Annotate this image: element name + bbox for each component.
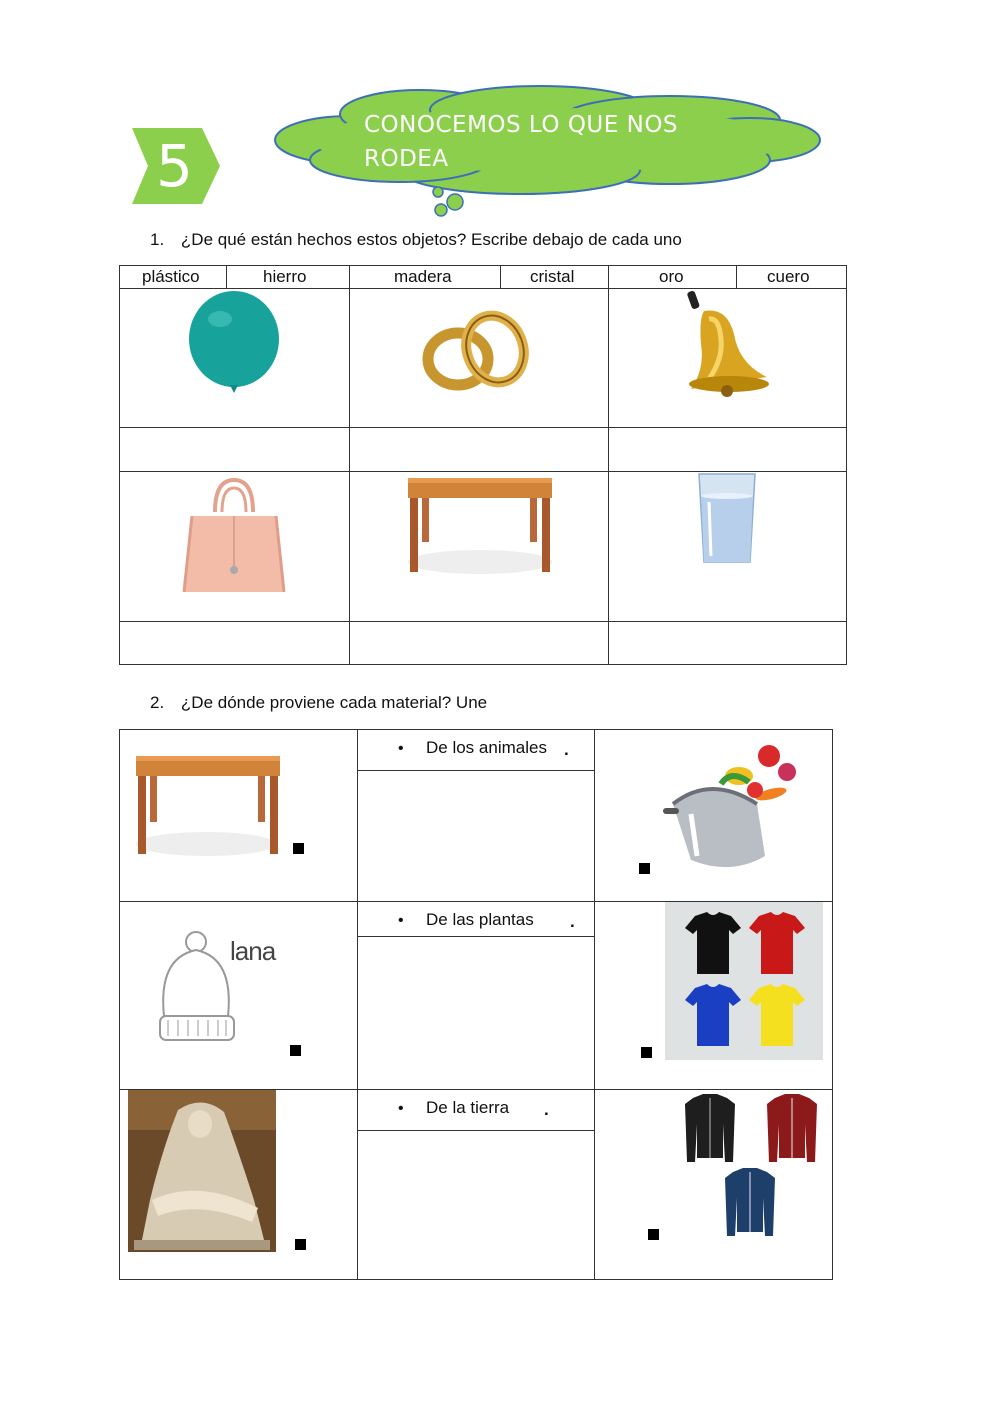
match-point-wool[interactable]	[290, 1045, 301, 1056]
word-cristal: cristal	[530, 267, 575, 286]
word-plastico: plástico	[142, 267, 200, 286]
match-point-pot[interactable]	[639, 863, 650, 874]
source-earth-label: De la tierra	[426, 1098, 510, 1117]
glass-icon	[609, 472, 846, 616]
source-animals: • De los animales .	[358, 730, 594, 771]
question-1	[150, 230, 682, 250]
page-title	[364, 108, 678, 176]
wool-label: lana	[230, 936, 276, 966]
materials-table	[119, 265, 847, 665]
source-plants-label: De las plantas	[426, 910, 534, 929]
word-oro: oro	[659, 267, 684, 286]
question-2	[150, 693, 487, 713]
table-icon	[350, 472, 608, 616]
match-point-sculpture[interactable]	[295, 1239, 306, 1250]
cooking-pot-icon	[661, 734, 801, 879]
question-2-text: ¿De dónde proviene cada material? Une	[180, 693, 488, 712]
pieta-sculpture-icon	[128, 1090, 276, 1252]
leather-jackets-icon	[677, 1094, 817, 1244]
handbag-icon	[120, 472, 349, 616]
word-madera: madera	[394, 267, 452, 286]
wool-hat-icon	[152, 928, 242, 1050]
bell-icon	[609, 289, 846, 422]
question-1-number: 1.	[150, 230, 165, 249]
balloon-icon	[120, 289, 349, 422]
source-earth: • De la tierra .	[358, 1090, 594, 1131]
lesson-number: 5	[156, 132, 193, 200]
word-hierro: hierro	[263, 267, 307, 286]
word-cuero: cuero	[767, 267, 810, 286]
match-point-table[interactable]	[293, 843, 304, 854]
rings-icon	[350, 289, 608, 422]
source-plants: • De las plantas .	[358, 902, 594, 937]
question-2-number: 2.	[150, 693, 165, 712]
match-point-tshirts[interactable]	[641, 1047, 652, 1058]
source-animals-label: De los animales	[426, 738, 547, 757]
tshirts-icon	[665, 902, 823, 1060]
matching-table	[119, 729, 833, 1280]
table-icon	[128, 750, 288, 860]
page-title-line1: CONOCEMOS LO QUE NOS	[364, 112, 679, 138]
question-1-text: ¿De qué están hechos estos objetos? Escribe debajo de cada uno	[180, 230, 682, 249]
match-point-jackets[interactable]	[648, 1229, 659, 1240]
page-title-line2: RODEA	[364, 146, 449, 172]
